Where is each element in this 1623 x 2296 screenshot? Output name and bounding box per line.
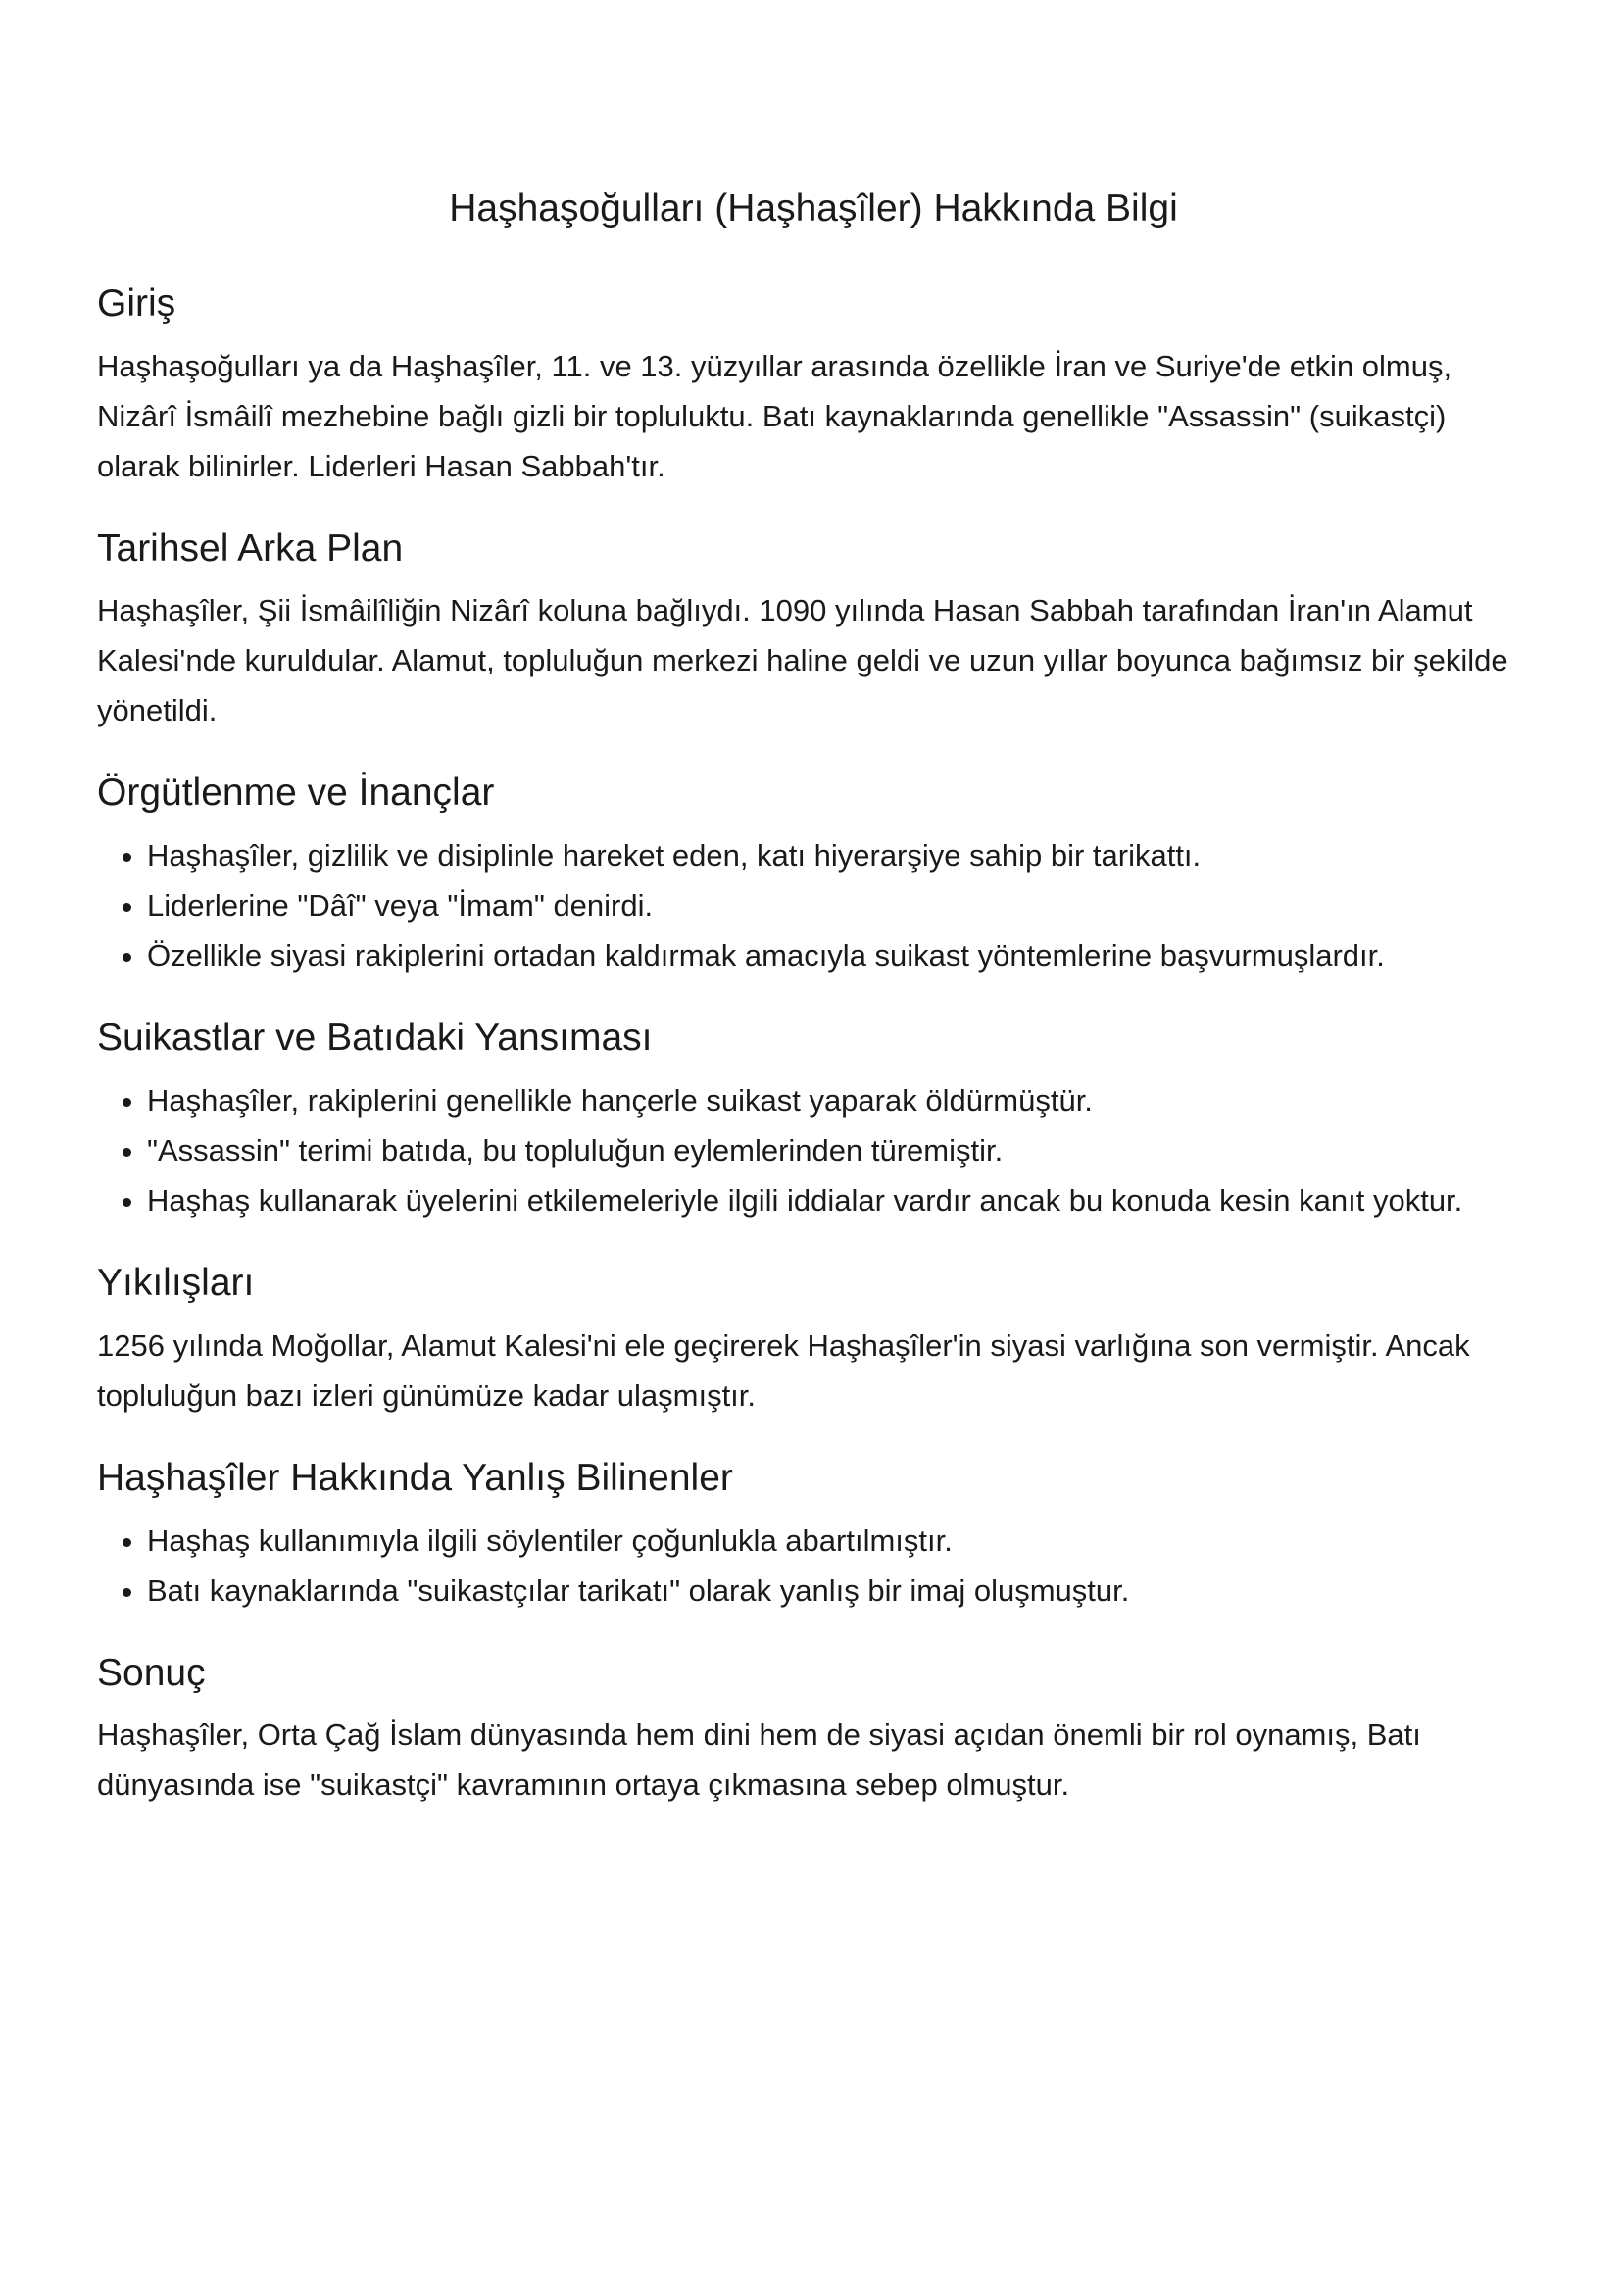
section-heading: Haşhaşîler Hakkında Yanlış Bilinenler (97, 1456, 733, 1499)
section-yanlis-bilinenler (97, 1456, 1530, 1616)
section-giris (97, 281, 1530, 491)
section-paragraph: Haşhaşîler, Şii İsmâilîliğin Nizârî koluna bağlıydı. 1090 yılında Hasan Sabbah tarafından İran'ın Alamut Kalesi'nde kuruldular. Alamut, topluluğun merkezi haline geldi ve uzun yıllar boyunca bağımsız bir şekilde yönetildi. (97, 593, 1508, 728)
section-paragraph: Haşhaşoğulları ya da Haşhaşîler, 11. ve 13. yüzyıllar arasında özellikle İran ve Suriye'de etkin olmuş, Nizârî İsmâilî mezhebine bağlı gizli bir topluluktu. Batı kaynaklarında genellikle "Assassin" (suikastçi) olarak bilinirler. Liderleri Hasan Sabbah'tır. (97, 348, 1452, 483)
list-item: • "Assassin" terimi batıda, bu topluluğun eylemlerinden türemiştir. (147, 1125, 1530, 1175)
section-orgutlenme (97, 771, 1530, 980)
bullet-list (97, 830, 1530, 980)
document-title: Haşhaşoğulları (Haşhaşîler) Hakkında Bilgi (449, 187, 1178, 229)
list-item: • Haşhaşîler, gizlilik ve disiplinle hareket eden, katı hiyerarşiye sahip bir tarikattı. (147, 830, 1530, 880)
section-tarihsel-arka-plan (97, 526, 1530, 736)
bullet-list (97, 1516, 1530, 1616)
list-item: • Haşhaşîler, rakiplerini genellikle hançerle suikast yaparak öldürmüştür. (147, 1075, 1530, 1125)
section-sonuc (97, 1651, 1530, 1811)
section-heading: Giriş (97, 281, 176, 324)
section-heading: Sonuç (97, 1651, 206, 1694)
bullet-list (97, 1075, 1530, 1225)
section-paragraph: Haşhaşîler, Orta Çağ İslam dünyasında hem dini hem de siyasi açıdan önemli bir rol oynamış, Batı dünyasında ise "suikastçi" kavramının ortaya çıkmasına sebep olmuştur. (97, 1718, 1421, 1803)
section-heading: Tarihsel Arka Plan (97, 526, 404, 570)
section-yikilislari (97, 1261, 1530, 1421)
list-item: • Liderlerine "Dâî" veya "İmam" denirdi. (147, 880, 1530, 930)
list-item: • Batı kaynaklarında "suikastçılar tarikatı" olarak yanlış bir imaj oluşmuştur. (147, 1566, 1530, 1616)
section-paragraph: 1256 yılında Moğollar, Alamut Kalesi'ni ele geçirerek Haşhaşîler'in siyasi varlığına son vermiştir. Ancak topluluğun bazı izleri günümüze kadar ulaşmıştır. (97, 1327, 1470, 1413)
list-item: • Haşhaş kullanımıyla ilgili söylentiler çoğunlukla abartılmıştır. (147, 1516, 1530, 1566)
section-suikastlar (97, 1016, 1530, 1225)
section-heading: Suikastlar ve Batıdaki Yansıması (97, 1017, 653, 1060)
section-heading: Yıkılışları (97, 1261, 255, 1304)
section-heading: Örgütlenme ve İnançlar (97, 772, 495, 815)
list-item: • Haşhaş kullanarak üyelerini etkilemeleriyle ilgili iddialar vardır ancak bu konuda kesin kanıt yoktur. (147, 1175, 1530, 1225)
list-item: • Özellikle siyasi rakiplerini ortadan kaldırmak amacıyla suikast yöntemlerine başvurmuşlardır. (147, 930, 1530, 980)
